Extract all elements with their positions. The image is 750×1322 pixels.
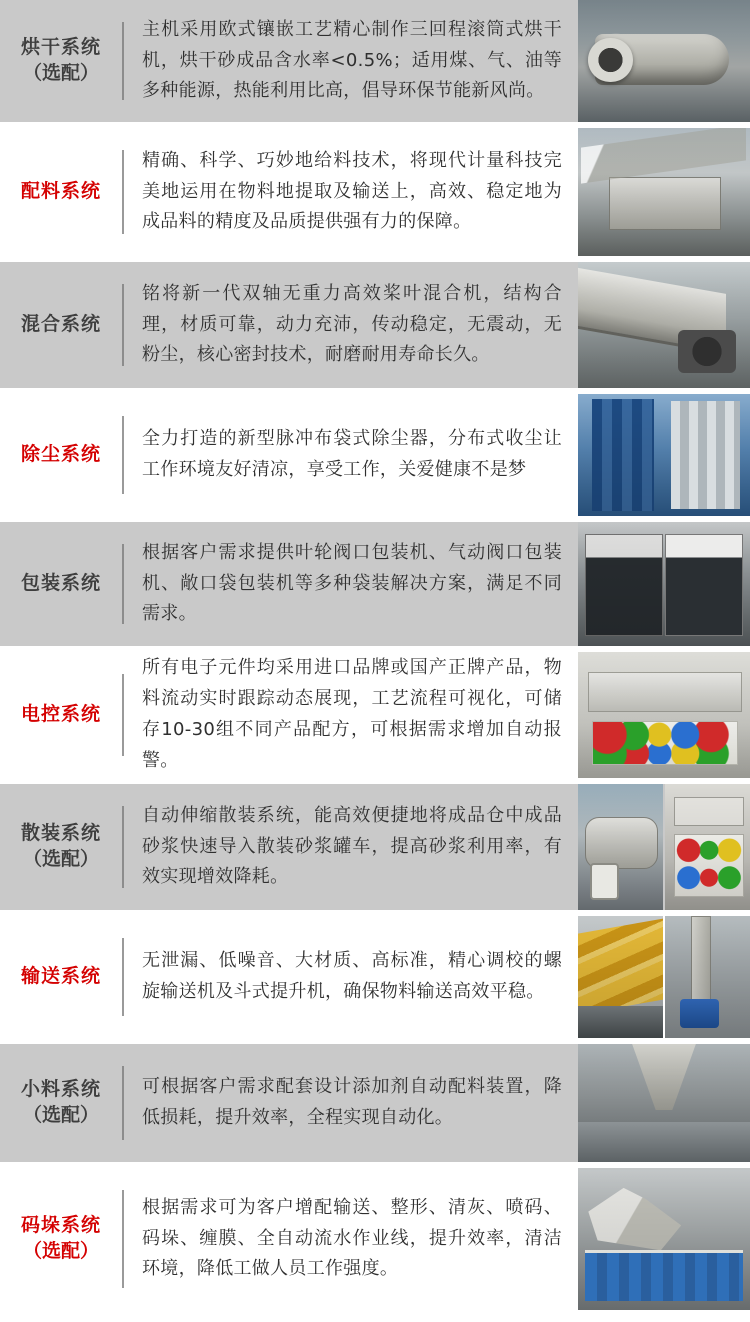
row-description: 主机采用欧式镶嵌工艺精心制作三回程滚筒式烘干机，烘干砂成品含水率<0.5%；适用煤、气、油等多种能源，热能利用比高，倡导环保节能新风尚。 — [142, 18, 562, 102]
row-label-bulk — [0, 784, 122, 910]
row-label-batching — [0, 128, 122, 256]
row-description: 无泄漏、低噪音、大材质、高标准，精心调校的螺旋输送机及斗式提升机，确保物料输送高效平稳。 — [142, 950, 562, 1002]
bulk-control-panel-photo — [665, 784, 750, 910]
row-description-cell — [124, 262, 578, 388]
row-description-cell — [124, 784, 578, 910]
pulse-bag-dust-collector-photo — [578, 394, 750, 516]
row-label-palletizing — [0, 1168, 122, 1310]
row-image-cell — [578, 522, 750, 646]
row-subtitle: （选配） — [22, 1104, 99, 1126]
row-title: 散装系统 — [20, 822, 101, 845]
row-description-cell — [124, 1044, 578, 1162]
table-row — [0, 262, 750, 388]
row-title: 小料系统 — [20, 1078, 101, 1101]
table-row — [0, 1044, 750, 1162]
row-description-cell — [124, 916, 578, 1038]
row-image-cell — [578, 784, 750, 910]
screw-conveyor-photo — [578, 916, 663, 1038]
row-title: 电控系统 — [20, 703, 101, 726]
row-subtitle: （选配） — [22, 848, 99, 870]
packing-machine-photo — [578, 522, 750, 646]
row-description: 所有电子元件均采用进口品牌或国产正牌产品，物料流动实时跟踪动态展现，工艺流程可视化，可储存10-30组不同产品配方，可根据需求增加自动报警。 — [142, 657, 562, 771]
row-label-drying — [0, 0, 122, 122]
row-image-cell — [578, 128, 750, 256]
row-title: 输送系统 — [20, 965, 101, 988]
row-description-cell — [124, 0, 578, 122]
row-subtitle: （选配） — [22, 1240, 99, 1262]
row-description-cell — [124, 128, 578, 256]
table-row — [0, 0, 750, 122]
bulk-loading-system-photo — [578, 784, 663, 910]
row-label-dust — [0, 394, 122, 516]
table-row — [0, 128, 750, 256]
row-description-cell — [124, 394, 578, 516]
row-image-cell — [578, 1168, 750, 1310]
row-image-cell — [578, 394, 750, 516]
row-image-cell — [578, 262, 750, 388]
twin-shaft-mixer-photo — [578, 262, 750, 388]
electric-control-cabinet-photo — [578, 652, 750, 778]
table-row — [0, 394, 750, 516]
row-title: 烘干系统 — [20, 36, 101, 59]
row-description: 根据客户需求提供叶轮阀口包装机、气动阀口包装机、敞口袋包装机等多种袋装解决方案，满足不同需求。 — [142, 541, 562, 625]
table-row — [0, 1168, 750, 1310]
row-description: 全力打造的新型脉冲布袋式除尘器，分布式收尘让工作环境友好清凉，享受工作，关爱健康不是梦 — [142, 428, 562, 480]
row-image-cell — [578, 0, 750, 122]
additive-dosing-system-photo — [578, 1044, 750, 1162]
row-image-cell — [578, 652, 750, 778]
row-title: 除尘系统 — [20, 443, 101, 466]
palletizing-robot-photo — [578, 1168, 750, 1310]
row-label-electric — [0, 652, 122, 778]
row-description: 根据需求可为客户增配输送、整形、清灰、喷码、码垛、缠膜、全自动流水作业线，提升效率，清洁环境，降低工做人员工作强度。 — [142, 1196, 562, 1280]
row-subtitle: （选配） — [22, 62, 99, 84]
row-image-cell — [578, 1044, 750, 1162]
table-row — [0, 652, 750, 778]
table-row — [0, 784, 750, 910]
row-title: 混合系统 — [20, 313, 101, 336]
row-label-conveying — [0, 916, 122, 1038]
table-row — [0, 522, 750, 646]
row-description: 自动伸缩散装系统，能高效便捷地将成品仓中成品砂浆快速导入散装砂浆罐车，提高砂浆利用率，有效实现增效降耗。 — [142, 804, 562, 888]
row-description-cell — [124, 652, 578, 778]
table-row — [0, 916, 750, 1038]
bucket-elevator-photo — [665, 916, 750, 1038]
row-description: 可根据客户需求配套设计添加剂自动配料装置，降低损耗，提升效率，全程实现自动化。 — [142, 1076, 562, 1128]
row-title: 配料系统 — [20, 180, 101, 203]
rotary-dryer-photo — [578, 0, 750, 122]
row-title: 包装系统 — [20, 572, 101, 595]
row-description: 铭将新一代双轴无重力高效桨叶混合机，结构合理，材质可靠，动力充沛，传动稳定，无震动，无粉尘，核心密封技术，耐磨耐用寿命长久。 — [142, 282, 562, 366]
row-label-packing — [0, 522, 122, 646]
row-description-cell — [124, 522, 578, 646]
row-title: 码垛系统 — [20, 1214, 101, 1237]
batching-system-photo — [578, 128, 750, 256]
row-label-mixing — [0, 262, 122, 388]
row-description-cell — [124, 1168, 578, 1310]
row-image-cell — [578, 916, 750, 1038]
row-label-additive — [0, 1044, 122, 1162]
row-description: 精确、科学、巧妙地给料技术，将现代计量科技完美地运用在物料地提取及输送上，高效、稳定地为成品料的精度及品质提供强有力的保障。 — [142, 149, 562, 233]
